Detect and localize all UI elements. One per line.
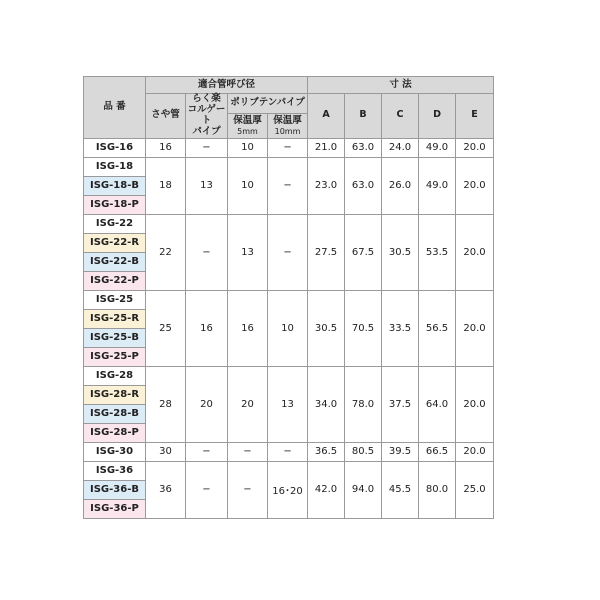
insulation-5mm-size-cell: 10 bbox=[228, 157, 268, 214]
model-cell: ISG-36 bbox=[84, 461, 146, 480]
dim-c-cell: 30.5 bbox=[382, 214, 419, 290]
table-row bbox=[84, 157, 494, 176]
saya-size-cell: 30 bbox=[146, 442, 186, 461]
saya-size-cell: 18 bbox=[146, 157, 186, 214]
raku-size-cell: − bbox=[186, 461, 228, 518]
dim-e-cell: 20.0 bbox=[456, 290, 494, 366]
header-insulation-10mm-unit: 10mm bbox=[274, 126, 301, 136]
table-row bbox=[84, 138, 494, 157]
model-cell: ISG-22-B bbox=[84, 252, 146, 271]
dim-c-cell: 39.5 bbox=[382, 442, 419, 461]
dim-a-cell: 23.0 bbox=[308, 157, 345, 214]
table-row bbox=[84, 461, 494, 480]
dim-d-cell: 66.5 bbox=[419, 442, 456, 461]
insulation-10mm-size-cell: − bbox=[268, 214, 308, 290]
model-cell: ISG-28-B bbox=[84, 404, 146, 423]
model-cell: ISG-22-P bbox=[84, 271, 146, 290]
model-cell: ISG-16 bbox=[84, 138, 146, 157]
saya-size-cell: 16 bbox=[146, 138, 186, 157]
header-dim-c: C bbox=[382, 94, 419, 139]
table-row bbox=[84, 214, 494, 233]
header-insulation-5mm-label: 保温厚 bbox=[233, 114, 262, 126]
dim-c-cell: 33.5 bbox=[382, 290, 419, 366]
header-dim-a: A bbox=[308, 94, 345, 139]
dim-b-cell: 67.5 bbox=[345, 214, 382, 290]
dim-e-cell: 20.0 bbox=[456, 157, 494, 214]
dim-b-cell: 78.0 bbox=[345, 366, 382, 442]
spec-table bbox=[83, 76, 494, 519]
header-saya: さや管 bbox=[146, 94, 186, 139]
header-model: 品 番 bbox=[84, 77, 146, 139]
raku-size-cell: 13 bbox=[186, 157, 228, 214]
header-raku-line1: らく楽 bbox=[192, 93, 221, 104]
dim-b-cell: 94.0 bbox=[345, 461, 382, 518]
header-polybutene: ポリブテンパイプ bbox=[228, 94, 308, 114]
spec-table-body bbox=[84, 138, 494, 518]
table-row bbox=[84, 366, 494, 385]
header-raku-line3: パイプ bbox=[192, 125, 221, 137]
header-insulation-5mm bbox=[228, 113, 268, 138]
model-cell: ISG-25-P bbox=[84, 347, 146, 366]
model-cell: ISG-28-R bbox=[84, 385, 146, 404]
raku-size-cell: − bbox=[186, 442, 228, 461]
dim-d-cell: 80.0 bbox=[419, 461, 456, 518]
dim-c-cell: 24.0 bbox=[382, 138, 419, 157]
dim-c-cell: 37.5 bbox=[382, 366, 419, 442]
dim-a-cell: 21.0 bbox=[308, 138, 345, 157]
insulation-10mm-size-cell: 16･20 bbox=[268, 461, 308, 518]
dim-e-cell: 20.0 bbox=[456, 366, 494, 442]
saya-size-cell: 22 bbox=[146, 214, 186, 290]
dim-e-cell: 20.0 bbox=[456, 138, 494, 157]
dim-a-cell: 34.0 bbox=[308, 366, 345, 442]
dim-b-cell: 63.0 bbox=[345, 138, 382, 157]
insulation-10mm-size-cell: 13 bbox=[268, 366, 308, 442]
dim-c-cell: 45.5 bbox=[382, 461, 419, 518]
model-cell: ISG-18-P bbox=[84, 195, 146, 214]
dim-e-cell: 20.0 bbox=[456, 214, 494, 290]
header-insulation-10mm-label: 保温厚 bbox=[273, 114, 302, 126]
dim-b-cell: 63.0 bbox=[345, 157, 382, 214]
insulation-10mm-size-cell: − bbox=[268, 157, 308, 214]
dim-a-cell: 36.5 bbox=[308, 442, 345, 461]
insulation-10mm-size-cell: − bbox=[268, 442, 308, 461]
insulation-10mm-size-cell: 10 bbox=[268, 290, 308, 366]
table-row bbox=[84, 442, 494, 461]
header-dimensions: 寸 法 bbox=[308, 77, 494, 94]
insulation-5mm-size-cell: 13 bbox=[228, 214, 268, 290]
model-cell: ISG-30 bbox=[84, 442, 146, 461]
dim-e-cell: 20.0 bbox=[456, 442, 494, 461]
saya-size-cell: 25 bbox=[146, 290, 186, 366]
insulation-10mm-size-cell: − bbox=[268, 138, 308, 157]
header-insulation-5mm-unit: 5mm bbox=[237, 126, 258, 136]
saya-size-cell: 36 bbox=[146, 461, 186, 518]
saya-size-cell: 28 bbox=[146, 366, 186, 442]
model-cell: ISG-22-R bbox=[84, 233, 146, 252]
header-dim-d: D bbox=[419, 94, 456, 139]
dim-b-cell: 70.5 bbox=[345, 290, 382, 366]
insulation-5mm-size-cell: − bbox=[228, 442, 268, 461]
dim-e-cell: 25.0 bbox=[456, 461, 494, 518]
dim-c-cell: 26.0 bbox=[382, 157, 419, 214]
insulation-5mm-size-cell: 10 bbox=[228, 138, 268, 157]
model-cell: ISG-28 bbox=[84, 366, 146, 385]
dim-b-cell: 80.5 bbox=[345, 442, 382, 461]
model-cell: ISG-36-P bbox=[84, 499, 146, 518]
dim-d-cell: 64.0 bbox=[419, 366, 456, 442]
model-cell: ISG-25-B bbox=[84, 328, 146, 347]
raku-size-cell: 20 bbox=[186, 366, 228, 442]
dim-d-cell: 53.5 bbox=[419, 214, 456, 290]
header-insulation-10mm bbox=[268, 113, 308, 138]
model-cell: ISG-25 bbox=[84, 290, 146, 309]
raku-size-cell: 16 bbox=[186, 290, 228, 366]
dim-a-cell: 30.5 bbox=[308, 290, 345, 366]
dim-d-cell: 49.0 bbox=[419, 138, 456, 157]
raku-size-cell: − bbox=[186, 214, 228, 290]
dim-d-cell: 49.0 bbox=[419, 157, 456, 214]
header-dim-e: E bbox=[456, 94, 494, 139]
header-raku-line2: コルゲート bbox=[187, 103, 226, 126]
header-raku-corrugate bbox=[186, 94, 228, 139]
header-dim-b: B bbox=[345, 94, 382, 139]
model-cell: ISG-25-R bbox=[84, 309, 146, 328]
dim-a-cell: 27.5 bbox=[308, 214, 345, 290]
model-cell: ISG-36-B bbox=[84, 480, 146, 499]
model-cell: ISG-28-P bbox=[84, 423, 146, 442]
insulation-5mm-size-cell: 20 bbox=[228, 366, 268, 442]
table-row bbox=[84, 290, 494, 309]
model-cell: ISG-22 bbox=[84, 214, 146, 233]
insulation-5mm-size-cell: − bbox=[228, 461, 268, 518]
model-cell: ISG-18 bbox=[84, 157, 146, 176]
raku-size-cell: − bbox=[186, 138, 228, 157]
dim-d-cell: 56.5 bbox=[419, 290, 456, 366]
insulation-5mm-size-cell: 16 bbox=[228, 290, 268, 366]
dim-a-cell: 42.0 bbox=[308, 461, 345, 518]
model-cell: ISG-18-B bbox=[84, 176, 146, 195]
header-pipe-group: 適合管呼び径 bbox=[146, 77, 308, 94]
